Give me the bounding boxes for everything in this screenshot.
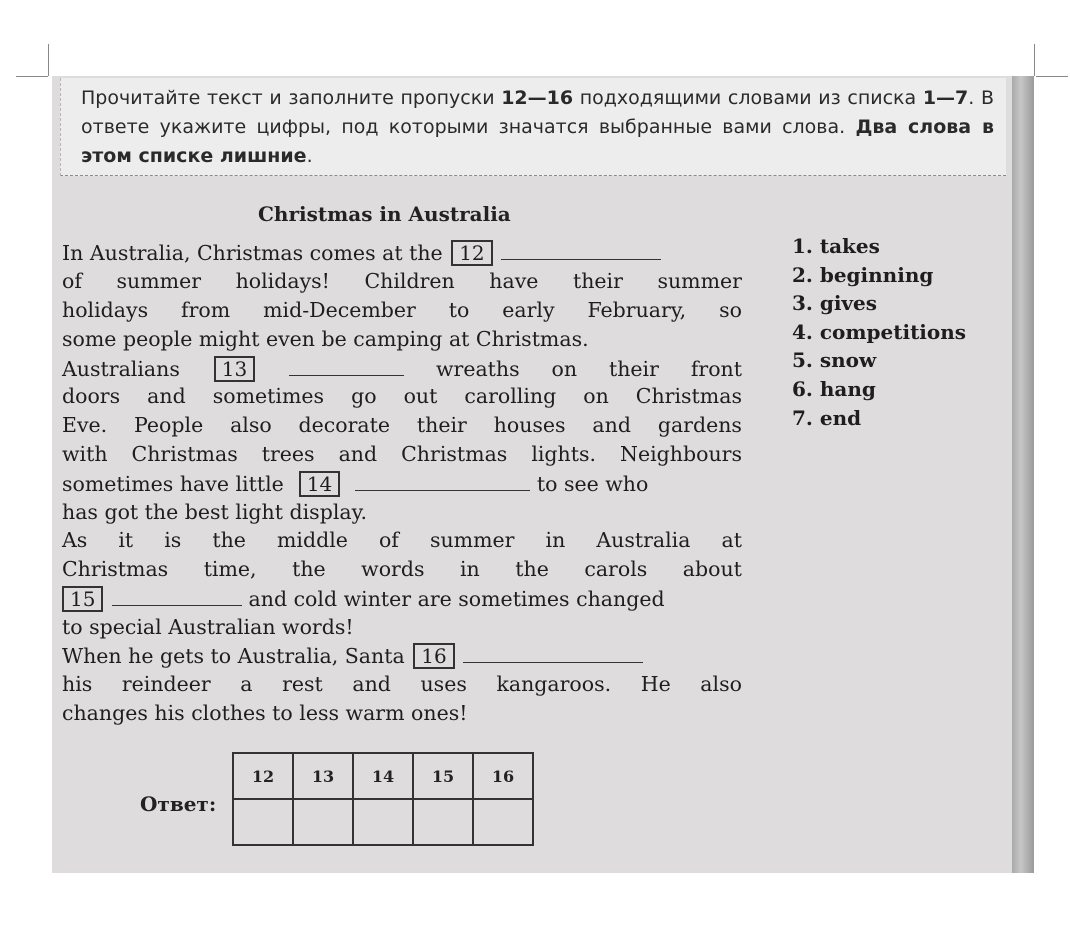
crop-mark xyxy=(48,44,49,76)
gap-blank xyxy=(501,241,661,260)
crop-mark xyxy=(1034,44,1035,76)
text-line: some people might even be camping at Christmas. xyxy=(62,327,589,351)
word-option: 2. beginning xyxy=(792,262,934,287)
answer-cell[interactable] xyxy=(413,799,473,845)
answer-column-header: 15 xyxy=(413,753,473,799)
answer-input-row xyxy=(233,799,533,845)
text-line: holidays from mid-December to early February, so xyxy=(62,298,742,322)
text-line: sometimes have little 14 to see who xyxy=(62,472,649,496)
gap-number: 15 xyxy=(62,586,103,612)
word-option: 4. competitions xyxy=(792,319,967,344)
word-option: 1. takes xyxy=(792,234,880,258)
text-line: When he gets to Australia, Santa 16 xyxy=(62,643,742,671)
text-line: Christmas time, the words in the carols about xyxy=(62,557,742,581)
text-line: has got the best light display. xyxy=(62,500,367,524)
gap-number: 12 xyxy=(451,240,492,266)
text-line: changes his clothes to less warm ones! xyxy=(62,701,468,725)
text-line: As it is the middle of summer in Australia at xyxy=(62,528,742,552)
crop-mark xyxy=(16,76,48,77)
word-option: 6. hang xyxy=(792,376,876,401)
answer-label: Ответ: xyxy=(140,792,217,816)
task-instruction: Прочитайте текст и заполните пропуски 12—16 подходящими словами из списка 1—7. В ответе укажите цифры, под которыми значатся выбранные вами слова. Два слова в этом списке лишние. xyxy=(60,78,1006,176)
text-line: to special Australian words! xyxy=(62,615,354,639)
word-options-list xyxy=(792,232,966,432)
text-line: doors and sometimes go out carolling on Christmas xyxy=(62,384,742,408)
word-option: 7. end xyxy=(792,405,862,430)
gap-blank xyxy=(463,644,643,663)
answer-column-header: 16 xyxy=(473,753,533,799)
book-spine xyxy=(1012,76,1034,873)
answer-table xyxy=(232,752,534,846)
answer-header-row xyxy=(233,753,533,799)
text-line: Eve. People also decorate their houses and gardens xyxy=(62,413,742,437)
gap-number: 13 xyxy=(214,356,255,382)
gap-number: 14 xyxy=(299,471,340,497)
gap-blank xyxy=(355,472,530,491)
crop-mark xyxy=(1036,76,1068,77)
word-option: 3. gives xyxy=(792,291,878,316)
gap-blank xyxy=(289,357,404,376)
word-option: 5. snow xyxy=(792,348,877,373)
text-line: with Christmas trees and Christmas lights. Neighbours xyxy=(62,442,742,466)
answer-cell[interactable] xyxy=(473,799,533,845)
gap-number: 16 xyxy=(413,643,454,669)
text-line: 15 and cold winter are sometimes changed xyxy=(62,586,742,614)
text-line: his reindeer a rest and uses kangaroos. He also xyxy=(62,672,742,696)
text-title: Christmas in Australia xyxy=(258,202,511,226)
gap-blank xyxy=(112,587,242,606)
answer-column-header: 12 xyxy=(233,753,293,799)
answer-column-header: 13 xyxy=(293,753,353,799)
answer-column-header: 14 xyxy=(353,753,413,799)
text-line: of summer holidays! Children have their summer xyxy=(62,269,742,293)
answer-cell[interactable] xyxy=(353,799,413,845)
answer-cell[interactable] xyxy=(233,799,293,845)
text-line: Australians 13 wreaths on their front xyxy=(62,357,742,381)
text-line: In Australia, Christmas comes at the 12 xyxy=(62,240,742,268)
answer-cell[interactable] xyxy=(293,799,353,845)
